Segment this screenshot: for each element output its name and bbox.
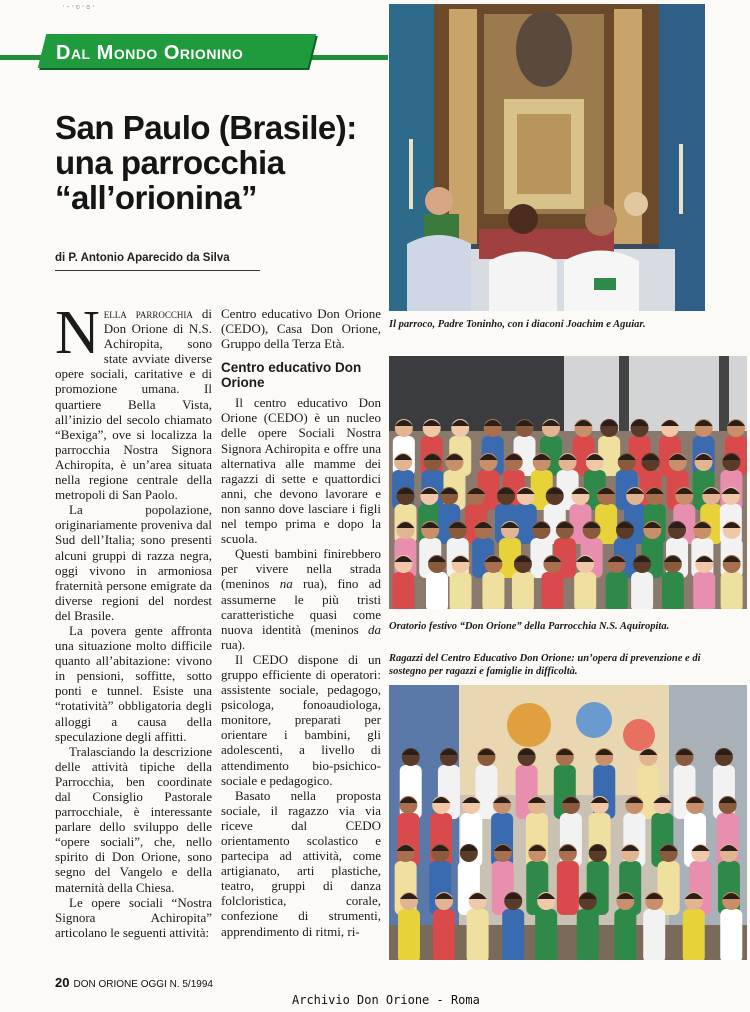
emphasis-na: na (279, 576, 293, 592)
photo-priest-and-deacons (389, 4, 705, 311)
section-banner-title: Dal Mondo Orionino (56, 42, 244, 64)
paragraph-2: La popolazione, originariamente proveniva dal Sud dell’Italia; sono presenti alcuni gruppi di razza negra, oggi vivono in armoniosa fraternità persone emigrate da diverse regioni del nordest del Brasile. (55, 502, 212, 623)
caption-3: Ragazzi del Centro Educativo Don Orione: un’opera di prevenzione e di sostegno per ragazzi e famiglie in difficoltà. (389, 653, 701, 677)
photo-oratorio-group (389, 356, 747, 609)
paragraph-8-c: rua). (221, 636, 246, 652)
article-title (55, 110, 375, 215)
paragraph-7: Il centro educativo Don Orione (CEDO) è un nucleo delle opere Sociali Nostra Signora Achiropita e offre una alternativa alle mamme dei ragazzi di sette e quattordici anni, che devono lavorare e non sanno dove lasciare i figli nel tempo prima e dopo la scuola. (221, 395, 381, 547)
section-subheading: Centro educativo Don Orione (221, 360, 362, 391)
article-title-line-2: una parrocchia (55, 144, 285, 181)
paragraph-6: Centro educativo Don Orione (CEDO), Casa Don Orione, Gruppo della Terza Età. (221, 306, 381, 352)
caption-2: Oratorio festivo “Don Orione” della Parrocchia N.S. Aquiropita. (389, 621, 670, 632)
paragraph-5: Le opere sociali “Nostra Signora Achiropita” articolano le seguenti attività: (55, 894, 212, 940)
paragraph-4: Tralasciando la descrizione delle attività tipiche della Parrocchia, ben coordinate dal Consiglio Pastorale parrocchiale, è interessante parlare dello sviluppo delle “opere sociali”, che, nello spirito di Don Orione, sono segno del Vangelo e della maternità della Chiesa. (55, 743, 212, 895)
paragraph-9: Il CEDO dispone di un gruppo efficiente di operatori: assistente sociale, pedagogo, psicologa, fonoaudiologa, monitore, preparati per orientare i bambini, gli adolescenti, a livello di attendimento bio-psichico-sociale e pedagogico. (221, 651, 381, 788)
article-title-line-1: San Paulo (Brasile): (55, 109, 357, 146)
paragraph-1-text: di Don Orione di N.S. Achiropita, sono state avviate diverse opere sociali, caritative e di promozione umana. Il quartiere Bella Vista, all’inizio del secolo chiamato “Bexiga”, ove si localizza la parrocchia Nostra Signora Achiropita, è un’area situata nella regione centrale della metropoli di San Paolo. (55, 306, 212, 503)
paragraph-8-a: Questi bambini finirebbero per vivere nella strada (meninos (221, 546, 381, 592)
lead-in-smallcaps: ella parrocchia (103, 306, 193, 321)
photo-cedo-children (389, 685, 747, 960)
paragraph-8 (221, 546, 381, 652)
article-title-line-3: “all’orionina” (55, 179, 258, 216)
article-column-1 (55, 299, 212, 940)
magazine-issue: DON ORIONE OGGI N. 5/1994 (73, 979, 213, 990)
drop-cap: N (55, 299, 100, 367)
emphasis-da: da (368, 621, 381, 637)
paragraph-8-b: rua), fino ad assumerne le più tristi caratteristiche quasi come nuova identità (meninos (221, 576, 381, 637)
photo-cedo-children-image (389, 685, 747, 960)
page-footer (55, 975, 213, 990)
page-top-mark: ·-·ʋ·ɞ· (62, 2, 97, 11)
archive-stamp: Archivio Don Orione - Roma (292, 993, 480, 1007)
page-number: 20 (55, 975, 70, 990)
photo-oratorio-group-image (389, 356, 747, 609)
photo-priest-and-deacons-image (389, 4, 705, 311)
paragraph-3: La povera gente affronta una situazione molto difficile quanto all’abitazione: vivono in pensioni, soffitte, sotto ponti e tunnel. Esiste una “rotatività” obbligatoria degli alloggi a causa della speculazione degli affitti. (55, 622, 212, 744)
article-column-2 (221, 306, 381, 939)
article-byline: di P. Antonio Aparecido da Silva (55, 252, 260, 271)
paragraph-1 (55, 299, 212, 503)
paragraph-10: Basato nella proposta sociale, il ragazzo via via riceve dal CEDO orientamento scolastico e partecipa ad attività, come artigianato, arti plastiche, teatro, gruppi di danza folcloristica, corale, confezione di strumenti, apprendimento di ritmi, ri- (221, 787, 381, 939)
caption-1: Il parroco, Padre Toninho, con i diaconi Joachim e Aguiar. (389, 319, 646, 330)
